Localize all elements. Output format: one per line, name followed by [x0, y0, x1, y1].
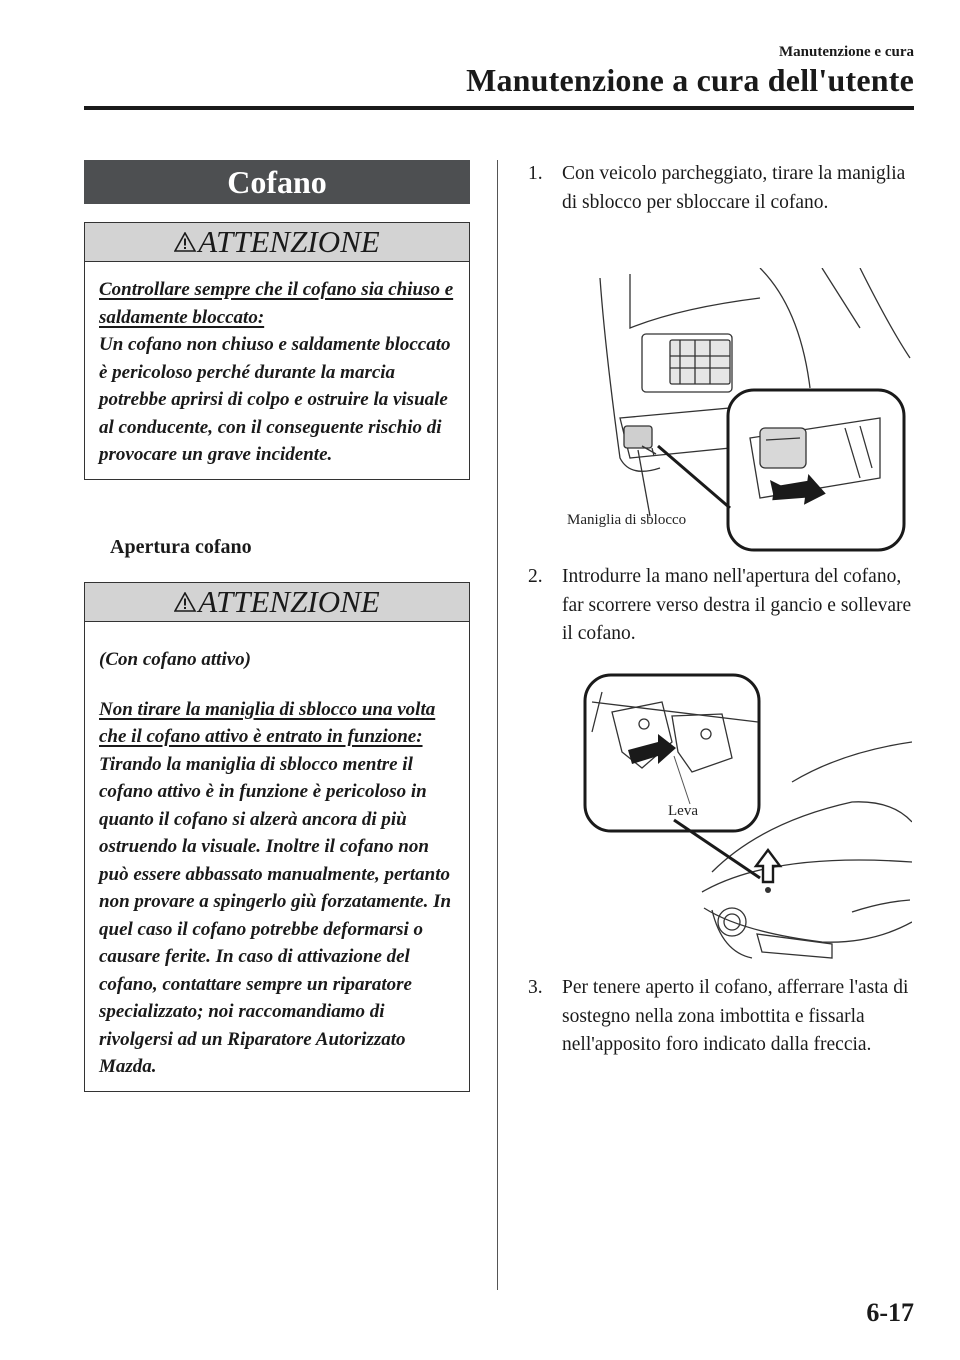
hood-lever-illustration: [582, 672, 912, 962]
header-rule: [84, 106, 914, 110]
warning-triangle-icon: [174, 583, 196, 621]
step-number: 2.: [528, 566, 543, 587]
step-3: [528, 974, 918, 1060]
warning-box-1: [84, 222, 470, 480]
figure-label-release-handle: Maniglia di sblocco: [567, 512, 687, 528]
subheading-apertura: Apertura cofano: [110, 536, 252, 558]
warning-underlined-2: Non tirare la maniglia di sblocco una volta che il cofano attivo è entrato in funzione:: [99, 698, 436, 747]
header-title: Manutenzione a cura dell'utente: [466, 62, 914, 98]
warning-underlined-1: Controllare sempre che il cofano sia chiuso e saldamente bloccato:: [99, 279, 454, 328]
warning-box-2: [84, 582, 470, 1092]
step-number: 3.: [528, 977, 543, 998]
step-text: Introdurre la mano nell'apertura del cofano, far scorrere verso destra il gancio e sollevare il cofano.: [562, 566, 912, 644]
column-divider: [497, 160, 498, 1290]
step-text: Con veicolo parcheggiato, tirare la maniglia di sblocco per sbloccare il cofano.: [562, 163, 906, 213]
figure-label-lever: Leva: [668, 803, 698, 819]
section-title: Cofano: [84, 160, 470, 204]
step-text: Per tenere aperto il cofano, afferrare l'asta di sostegno nella zona imbottita e fissarla nell'apposito foro indicato dalla freccia.: [562, 977, 909, 1055]
step-number: 1.: [528, 163, 543, 184]
step-2: [528, 563, 918, 649]
warning-condition-2: (Con cofano attivo): [99, 649, 251, 670]
warning-heading-1: ATTENZIONE: [198, 224, 380, 259]
warning-triangle-icon: [174, 223, 196, 261]
page-number: 6-17: [866, 1298, 914, 1327]
warning-header-2: [85, 583, 469, 622]
header-section: Manutenzione e cura: [779, 44, 914, 60]
warning-header-1: [85, 223, 469, 262]
step-1: [528, 160, 918, 217]
warning-body-2: Tirando la maniglia di sblocco mentre il cofano attivo è in funzione è pericoloso in quanto il cofano si alzerà ancora di più ostruendo la visuale. Inoltre il cofano non può essere abbassato manualmente, pertanto non provare a spingerlo giù forzatamente. In quel caso il cofano potrebbe deformarsi o causare ferite. In caso di attivazione del cofano, contattare sempre un riparatore specializzato; noi raccomandiamo di rivolgersi ad un Riparatore Autorizzato Mazda.: [99, 753, 452, 1077]
warning-heading-2: ATTENZIONE: [198, 584, 380, 619]
warning-body-1: Un cofano non chiuso e saldamente bloccato è pericoloso perché durante la marcia potrebbe aprirsi di colpo e ostruire la visuale al conducente, con il conseguente rischio di provocare un grave incidente.: [99, 334, 451, 465]
